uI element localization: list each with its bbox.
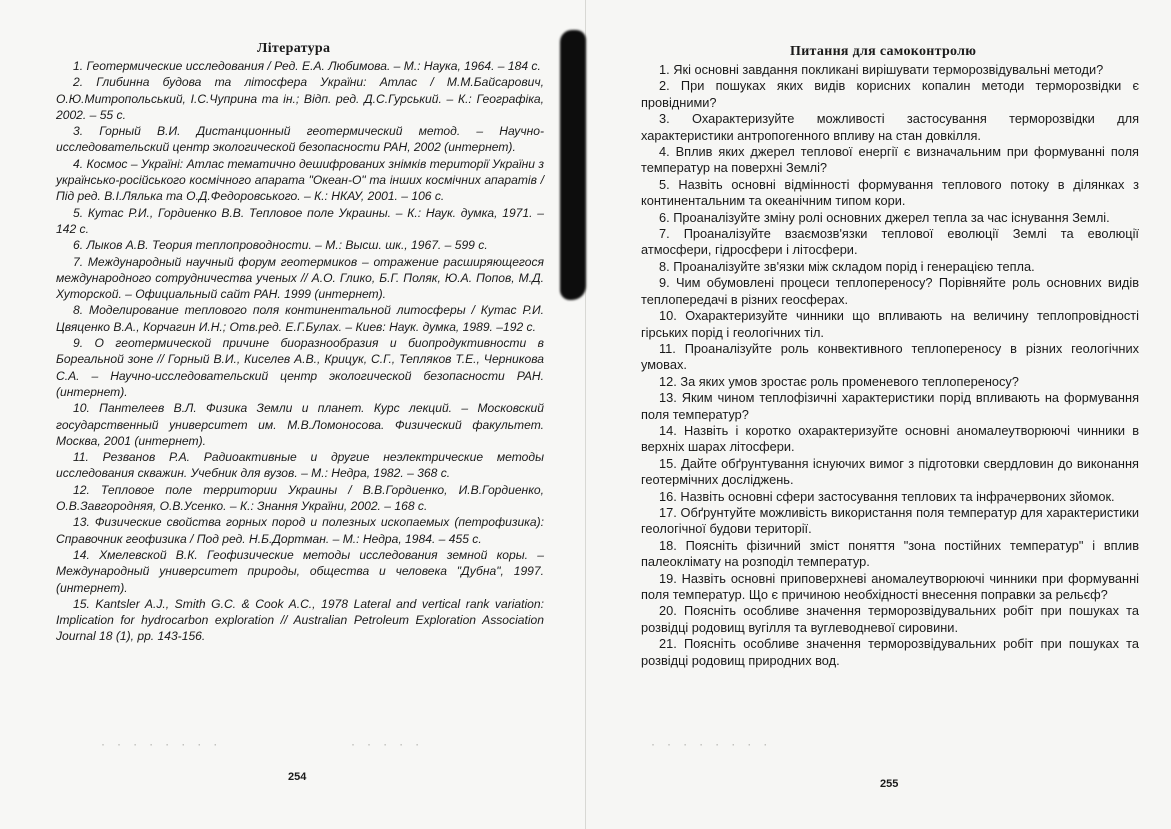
bleed-through-smudge: · · · · · · · ·: [650, 740, 771, 751]
reference-item: 12. Тепловое поле территории Украины / В.В.Гордиенко, И.В.Гордиенко, О.В.Завгородняя, О.В.Усенко. – К.: Знання України, 2002. – 168 с.: [56, 482, 544, 514]
reference-item: 6. Лыков А.В. Теория теплопроводности. – М.: Высш. шк., 1967. – 599 с.: [73, 238, 488, 253]
question-list: [641, 62, 1139, 669]
question-item: 14. Назвіть і коротко охарактеризуйте основні аномалеутворюючі чинники в верхніх шарах літосфери.: [641, 422, 1139, 455]
reference-item: 7. Международный научный форум геотермиков – отражение расширяющегося международного сотрудничества ученых // А.О. Глико, Б.Г. Поляк, Ю.А. Попов, М.Д. Хуторской. – Официальный сайт РАН. 1999 (интернет).: [56, 254, 544, 302]
page-number-right: 255: [880, 778, 899, 790]
right-page: [585, 0, 1171, 829]
question-item: 18. Поясніть фізичний зміст поняття "зона постійних температур" і вплив палеоклімату на розподіл температур.: [641, 537, 1139, 570]
reference-item: 9. О геотермической причине биоразнообразия и биопродуктивности в Бореальной зоне // Горный В.И., Киселев А.В., Крицук, С.Г., Тепляков Т.Е., Черникова С.А. – Научно-исследовательский центр экологической безопасности РАН. (интернет).: [56, 336, 544, 399]
question-item: 9. Чим обумовлені процеси теплопереносу? Порівняйте роль основних видів теплопередачі в різних геосферах.: [641, 275, 1139, 307]
references-title: Література: [257, 41, 331, 56]
question-item: 4. Вплив яких джерел теплової енергії є визначальним при формуванні поля температур на поверхні Землі?: [641, 144, 1139, 176]
question-item: 6. Проаналізуйте зміну ролі основних джерел тепла за час існування Землі.: [659, 209, 1110, 225]
bleed-through-smudge: · · · · · · · ·: [100, 740, 221, 751]
question-item: 19. Назвіть основні приповерхневі аномалеутворюючі чинники при формуванні поля температур. Що є причиною необхідності внесення поправки за рельєф?: [641, 570, 1139, 602]
question-item: 2. При пошуках яких видів корисних копалин методи терморозвідки є провідними?: [641, 78, 1139, 110]
questions-title: Питання для самоконтролю: [790, 44, 977, 59]
bleed-through-smudge: · · · · ·: [350, 740, 423, 751]
reference-item: 5. Кутас Р.И., Гордиенко В.В. Тепловое поле Украины. – К.: Наук. думка, 1971. – 142 с.: [56, 205, 544, 236]
question-item: 8. Проаналізуйте зв'язки між складом порід і генерацією тепла.: [659, 258, 1035, 274]
reference-item: 8. Моделирование теплового поля континентальной литосферы / Кутас Р.И. Цвяценко В.А., Корчагин И.Н.; Отв.ред. Е.Г.Булах. – Киев: Наук. думка, 1989. –192 с.: [56, 303, 544, 334]
question-item: 16. Назвіть основні сфери застосування теплових та інфрачервоних зйомок.: [659, 488, 1115, 504]
reference-item: 1. Геотермические исследования / Ред. Е.А. Любимова. – М.: Наука, 1964. – 184 с.: [73, 59, 541, 73]
reference-item: 2. Глибинна будова та літосфера України: Атлас / М.М.Байсарович, О.Ю.Митропольський, І.С.Чуприна та ін.; Відп. ред. Д.С.Гурський. – К.: Географіка, 2002. – 55 с.: [56, 75, 544, 122]
left-page: [0, 0, 585, 829]
page-number-left: 254: [288, 771, 307, 783]
reference-item: 14. Хмелевской В.К. Геофизические методы исследования земной коры. – Международный университет природы, общества и человека "Дубна", 1997. (интернет).: [56, 547, 544, 595]
question-item: 1. Які основні завдання покликані вирішувати терморозвідувальні методи?: [659, 62, 1104, 77]
question-item: 7. Проаналізуйте взаємозв'язки теплової еволюції Землі та еволюції атмосфери, гідросфери і літосфери.: [641, 226, 1139, 258]
question-item: 15. Дайте обґрунтування існуючих вимог з підготовки свердловин до виконання геотермічних досліджень.: [641, 455, 1139, 488]
question-item: 3. Охарактеризуйте можливості застосування терморозвідки для характеристики антропогенного впливу на стан довкілля.: [641, 111, 1139, 143]
reference-item: 15. Kantsler A.J., Smith G.C. & Cook A.C., 1978 Lateral and vertical rank variation: Implication for hydrocarbon exploration // Australian Petroleum Exploration Association Journal 18 (1), pp. 143-156.: [56, 596, 544, 644]
reference-item: 10. Пантелеев В.Л. Физика Земли и планет. Курс лекций. – Московский государственный университет им. М.В.Ломоносова. Физический факультет. Москва, 2001 (интернет).: [56, 401, 544, 448]
question-item: 10. Охарактеризуйте чинники що впливають на величину теплопровідності гірських порід і геологічних тіл.: [641, 308, 1139, 340]
question-item: 20. Поясніть особливе значення терморозвідувальних робіт при пошуках та розвідці родовищ вугілля та вуглеводневої сировини.: [641, 603, 1139, 635]
question-item: 11. Проаналізуйте роль конвективного теплопереносу в різних геологічних умовах.: [641, 340, 1139, 373]
question-item: 17. Обґрунтуйте можливість використання поля температур для характеристики геологічної будови території.: [641, 504, 1139, 537]
question-item: 5. Назвіть основні відмінності формування теплового потоку в ділянках з континентальним та океанічним типом кори.: [641, 176, 1139, 209]
question-item: 13. Яким чином теплофізичні характеристики порід впливають на формування поля температур?: [641, 390, 1139, 422]
reference-item: 4. Космос – Україні: Атлас тематично дешифрованих знімків території України з українсько-російського космічного апарата "Океан-О" та інших космічних апаратів / Під ред. В.І.Лялька та О.Д.Федоровського. – К.: НКАУ, 2001. – 106 с.: [56, 156, 544, 204]
question-item: 21. Поясніть особливе значення терморозвідувальних робіт при пошуках та розвідці родовищ природних вод.: [641, 636, 1139, 668]
reference-item: 3. Горный В.И. Дистанционный геотермический метод. – Научно-исследовательский центр экологической безопасности РАН, 2002 (интернет).: [56, 124, 544, 155]
reference-item: 13. Физические свойства горных пород и полезных ископаемых (петрофизика): Справочник геофизика / Под ред. Н.Б.Дортман. – М.: Недра, 1984. – 455 с.: [56, 515, 544, 546]
scan-shadow: [560, 30, 586, 300]
question-item: 12. За яких умов зростає роль променевого теплопереносу?: [659, 373, 1019, 389]
reference-item: 11. Резванов Р.А. Радиоактивные и другие неэлектрические методы исследования скважин. Учебник для вузов. – М.: Недра, 1982. – 368 с.: [56, 450, 544, 481]
reference-list: [56, 58, 544, 645]
